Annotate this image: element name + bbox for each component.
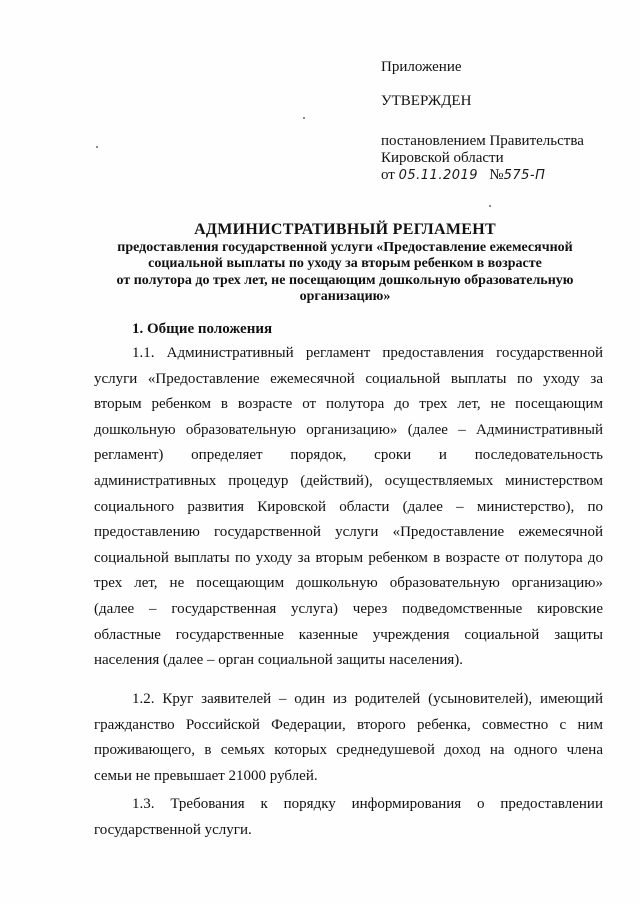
approval-stamp-block bbox=[381, 59, 621, 184]
paragraph-line: гражданство Российской Федерации, второго ребенка, совместно с ним bbox=[94, 716, 603, 733]
paragraph-line: социальной выплаты по уходу за вторым ребенком в возрасте от полутора до bbox=[94, 549, 603, 566]
paragraph-line: 1.1. Административный регламент предоставления государственной bbox=[132, 345, 603, 361]
handwritten-number: 575-П bbox=[503, 168, 546, 183]
subtitle-line: организацию» bbox=[299, 289, 391, 305]
paragraph-line: областные государственные казенные учреждения социальной защиты bbox=[94, 626, 603, 643]
paragraph-line: дошкольную образовательную организацию» (далее – Административный bbox=[94, 421, 603, 438]
paragraph-line: проживающего, в семьях которых среднедушевой доход на одного члена bbox=[94, 742, 603, 759]
paragraph-line: регламент) определяет порядок, сроки и последовательность bbox=[94, 447, 603, 464]
handwritten-date: 05.11.2019 bbox=[398, 168, 479, 183]
approved-label: УТВЕРЖДЕН bbox=[381, 93, 472, 109]
paragraph-line: 1.3. Требования к порядку информирования о предоставлении bbox=[132, 796, 603, 812]
paragraph-1-1 bbox=[94, 341, 603, 674]
paragraph-line: семьи не превышает 21000 рублей. bbox=[94, 767, 318, 784]
document-subtitle bbox=[70, 240, 620, 306]
paragraph-line: вторым ребенком в возрасте от полутора до трех лет, не посещающим bbox=[94, 396, 603, 413]
scan-speck bbox=[489, 205, 491, 207]
subtitle-line: предоставления государственной услуги «Предоставление ежемесячной bbox=[117, 240, 573, 255]
paragraph-1-3 bbox=[94, 792, 603, 843]
paragraph-line: трех лет, не посещающим дошкольную образовательную организацию» bbox=[94, 575, 603, 592]
document-title-block bbox=[70, 221, 620, 306]
scan-speck bbox=[303, 117, 305, 119]
paragraph-line: социального развития Кировской области (далее – министерство), по bbox=[94, 498, 603, 515]
subtitle-line: социальной выплаты по уходу за вторым ребенком в возрасте bbox=[148, 256, 542, 272]
paragraph-line: предоставлению государственной услуги «Предоставление ежемесячной bbox=[94, 524, 603, 541]
document-title: АДМИНИСТРАТИВНЫЙ РЕГЛАМЕНТ bbox=[194, 221, 496, 238]
resolution-date-number bbox=[381, 167, 621, 184]
paragraph-line: государственной услуги. bbox=[94, 821, 252, 838]
resolution-line-1: постановлением Правительства bbox=[381, 133, 584, 149]
paragraph-line: административных процедур (действий), осуществляемых министерством bbox=[94, 472, 603, 489]
number-prefix: № bbox=[489, 167, 504, 183]
paragraph-line: населения (далее – орган социальной защиты населения). bbox=[94, 652, 464, 669]
paragraph-1-2 bbox=[94, 687, 603, 789]
paragraph-line: (далее – государственная услуга) через подведомственные кировские bbox=[94, 600, 603, 617]
resolution-line-2: Кировской области bbox=[381, 150, 504, 166]
subtitle-line: от полутора до трех лет, не посещающим дошкольную образовательную bbox=[116, 272, 574, 288]
paragraph-line: 1.2. Круг заявителей – один из родителей (усыновителей), имеющий bbox=[132, 691, 603, 707]
paragraph-line: услуги «Предоставление ежемесячной социальной выплаты по уходу за bbox=[94, 370, 603, 387]
scan-speck bbox=[96, 146, 98, 148]
appendix-label: Приложение bbox=[381, 59, 462, 75]
date-prefix: от bbox=[381, 167, 395, 183]
section-heading: 1. Общие положения bbox=[132, 321, 273, 337]
